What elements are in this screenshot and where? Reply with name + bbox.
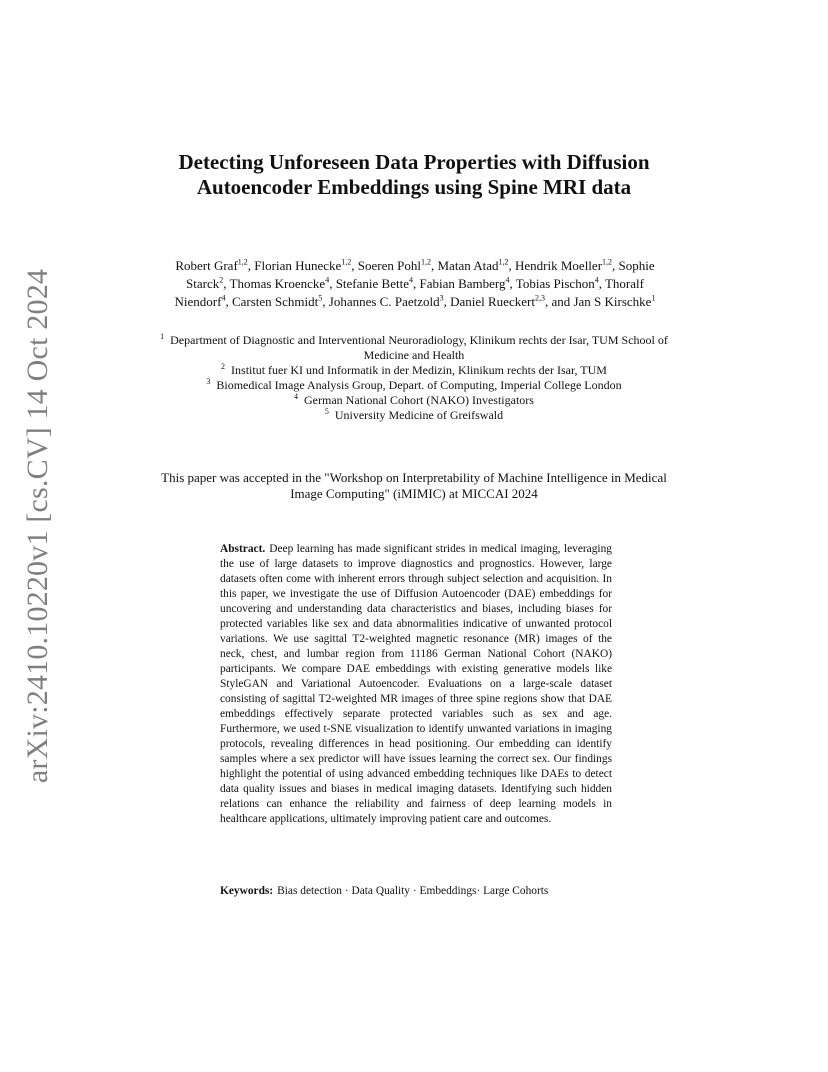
author xyxy=(358,258,431,273)
keywords xyxy=(220,884,612,899)
affiliation-number: 5 xyxy=(324,407,329,416)
abstract-text: Deep learning has made significant strides in medical imaging, leveraging the use of large datasets to improve diagnostics and prognostics. However, large datasets often come with inherent errors through subject selection and acquisition. In this paper, we investigate the use of Diffusion Autoencoder (DAE) embeddings for uncovering and understanding data characteristics and biases, including biases for protected variables like sex and data abnormalities indicative of unwanted protocol variations. We use sagittal T2-weighted magnetic resonance (MR) images of the neck, chest, and lumbar region from 11186 German National Cohort (NAKO) participants. We compare DAE embeddings with existing generative models like StyleGAN and Variational Autoencoder. Evaluations on a large-scale dataset consisting of sagittal T2-weighted MR images of three spine regions show that DAE embeddings effectively separate protected variables such as sex and age. Furthermore, we used t-SNE visualization to identify unwanted variations in imaging protocols, revealing differences in head positioning. Our embedding can identify samples where a sex predictor will have issues learning the correct sex. Our findings highlight the potential of using advanced embedding techniques like DAEs to detect data quality issues and biases in medical imaging datasets. Identifying such hidden relations can enhance the reliability and fairness of deep learning models in healthcare applications, ultimately improving patient care and outcomes. xyxy=(220,543,612,825)
affiliation-number: 1 xyxy=(160,332,165,341)
author-name: Daniel Rueckert xyxy=(450,294,535,309)
affiliation-list xyxy=(160,333,668,423)
affiliation-number: 2 xyxy=(221,362,226,371)
author xyxy=(336,276,413,291)
author xyxy=(232,294,322,309)
author-affiliation-marker: 4 xyxy=(325,275,330,285)
author-affiliation-marker: 1,2 xyxy=(602,257,613,267)
affiliation xyxy=(160,363,668,378)
author-name: Jan S Kirschke xyxy=(573,294,652,309)
affiliation-text: Institut fuer KI und Informatik in der Medizin, Klinikum rechts der Isar, TUM xyxy=(231,363,607,377)
affiliation-text: University Medicine of Greifswald xyxy=(334,408,504,422)
author-affiliation-marker: 5 xyxy=(318,293,323,303)
author-affiliation-marker: 2 xyxy=(219,275,224,285)
affiliation xyxy=(160,393,668,408)
author-name: Stefanie Bette xyxy=(335,276,409,291)
author xyxy=(230,276,330,291)
author-affiliation-marker: 3 xyxy=(439,293,444,303)
abstract xyxy=(220,542,612,827)
keywords-text: Bias detection · Data Quality · Embeddings· Large Cohorts xyxy=(277,885,549,897)
author-name: Matan Atad xyxy=(437,258,499,273)
author xyxy=(419,276,509,291)
author xyxy=(515,258,612,273)
author-name: Robert Graf xyxy=(175,258,238,273)
affiliation-text: Biomedical Image Analysis Group, Depart. of Computing, Imperial College London xyxy=(216,378,622,392)
author-affiliation-marker: 2,3 xyxy=(534,293,545,303)
author xyxy=(450,294,545,309)
author-name: Sophie Starck xyxy=(186,258,655,291)
author-affiliation-marker: 4 xyxy=(408,275,413,285)
acceptance-notice: This paper was accepted in the "Workshop on Interpretability of Machine Intelligence in Medical Image Computing" (iMIMIC) at MICCAI 2024 xyxy=(161,470,667,501)
author-affiliation-marker: 1,2 xyxy=(237,257,248,267)
author xyxy=(329,294,444,309)
author-name: Thoralf Niendorf xyxy=(174,276,644,309)
abstract-label: Abstract. xyxy=(220,543,266,555)
keywords-label: Keywords: xyxy=(220,885,274,897)
affiliation-number: 3 xyxy=(206,377,211,386)
author-affiliation-marker: 1,2 xyxy=(341,257,352,267)
author-affiliation-marker: 1 xyxy=(651,293,656,303)
author-name: Fabian Bamberg xyxy=(419,276,506,291)
author-name: Soeren Pohl xyxy=(357,258,421,273)
author-name: Hendrik Moeller xyxy=(515,258,603,273)
arxiv-identifier: arXiv:2410.10220v1 [cs.CV] 14 Oct 2024 xyxy=(21,268,54,784)
author-name: Florian Hunecke xyxy=(254,258,342,273)
author-name: Johannes C. Paetzold xyxy=(328,294,440,309)
author-affiliation-marker: 1,2 xyxy=(498,257,509,267)
author xyxy=(573,294,655,309)
author-list: Robert Graf$^{1,2}$, Florian Hunecke$^{1,2}$, Soeren Pohl$^{1,2}$, Matan Atad$^{1,2}$, Hendrik Moeller$^{1,2}$, Sophie Starck$^2$, Thomas Kroencke$^4$, Stefanie Bette$^4$, Fabian Bamberg$^4$, Tobias Pischon$^4$, Thoralf Niendorf$^4$, Carsten Schmidt$^5$, Johannes C. Paetzold$^3$, Daniel Rueckert$^{2,3}$, and Jan S Kirschke$^1$ xyxy=(174,257,656,309)
affiliation-text: Department of Diagnostic and Interventional Neuroradiology, Klinikum rechts der Isar, TUM School of Medicine and Health xyxy=(170,333,668,362)
author xyxy=(175,258,247,273)
author-name: Thomas Kroencke xyxy=(229,276,326,291)
paper-title: Detecting Unforeseen Data Properties with Diffusion Autoencoder Embeddings using Spine MRI data xyxy=(178,150,650,199)
affiliation xyxy=(160,378,668,393)
author-affiliation-marker: 4 xyxy=(594,275,599,285)
author xyxy=(438,258,509,273)
author-name: Carsten Schmidt xyxy=(231,294,319,309)
affiliation xyxy=(160,408,668,423)
author-affiliation-marker: 4 xyxy=(505,275,510,285)
affiliation xyxy=(160,333,668,363)
author-affiliation-marker: 4 xyxy=(221,293,226,303)
author-affiliation-marker: 1,2 xyxy=(421,257,431,267)
author xyxy=(254,258,351,273)
author xyxy=(516,276,599,291)
author-name: Tobias Pischon xyxy=(515,276,595,291)
affiliation-text: German National Cohort (NAKO) Investigators xyxy=(304,393,534,407)
affiliation-number: 4 xyxy=(294,392,299,401)
